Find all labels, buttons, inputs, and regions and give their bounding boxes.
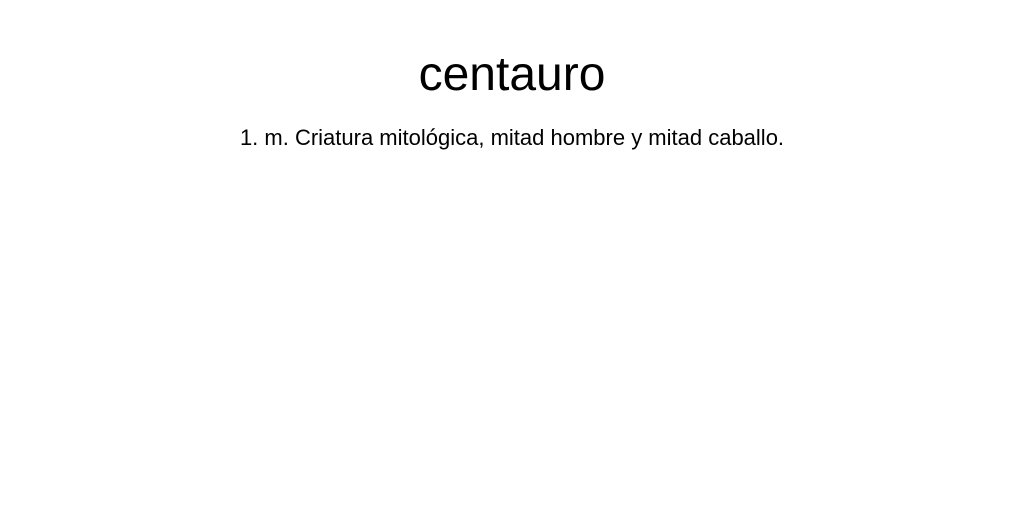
entry-definition: 1. m. Criatura mitológica, mitad hombre y mitad caballo. (239, 125, 785, 150)
dictionary-entry (0, 46, 1024, 152)
entry-headword: centauro (418, 48, 606, 101)
